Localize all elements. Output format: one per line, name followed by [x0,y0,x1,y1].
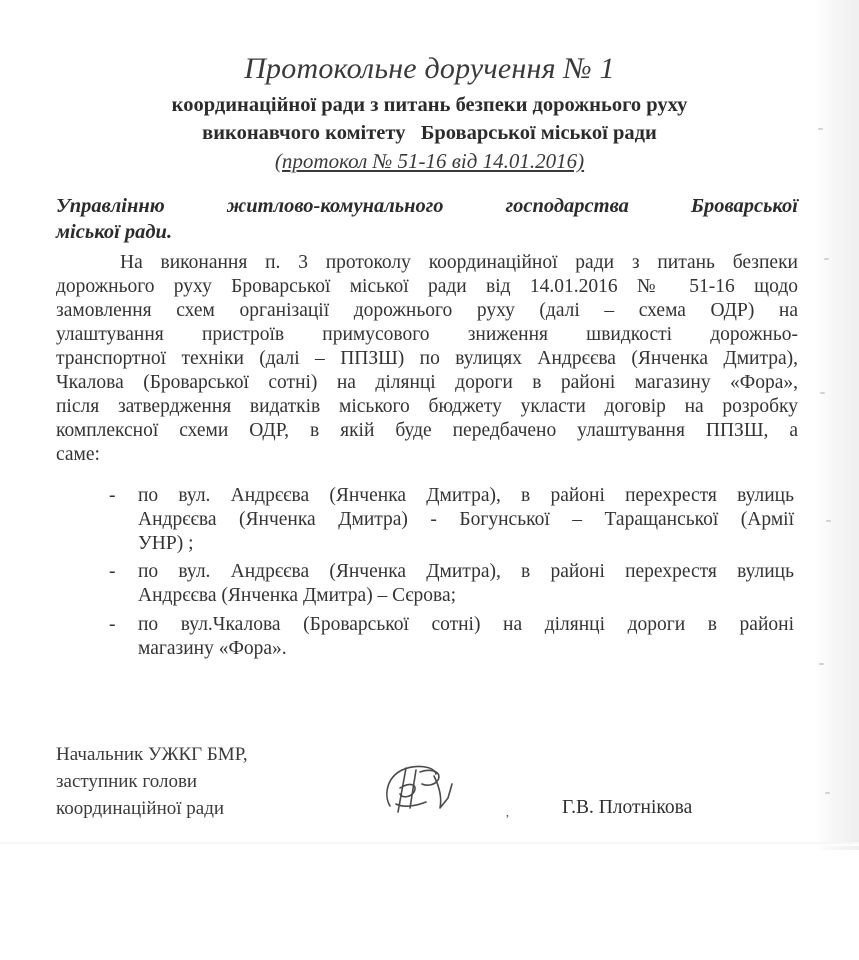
addressee-line1: Управлінню житлово-комунального господарства Броварської [56,195,798,217]
scan-speck [820,392,825,394]
body-line: улаштування пристроїв примусового зниження швидкості дорожньо- [56,324,798,345]
signature-mark: , [506,805,509,819]
document-subtitle-line1: координаційної ради з питань безпеки дорожнього руху [171,94,688,116]
signatory-position-line1: Начальник УЖКГ БМР, [56,744,248,765]
bullet-dash: - [109,561,116,582]
signatory-name: Г.В. Плотнікова [562,797,693,818]
body-line: комплексної схеми ОДР, в якій буде передбачено улаштування ППЗШ, а [56,420,798,441]
document-title: Протокольне доручення № 1 [244,52,615,85]
bullet-line: по вул. Андрєєва (Янченка Дмитра), в районі перехрестя вулиць [138,485,794,506]
body-line: замовлення схем організації дорожнього руху (далі – схема ОДР) на [56,300,798,321]
scan-speck [825,792,830,794]
protocol-reference: (протокол № 51-16 від 14.01.2016) [274,149,585,173]
scan-speck [819,663,824,665]
document-subtitle-line2: виконавчого комітету Броварської міської ради [202,122,657,144]
bullet-dash: - [109,614,116,635]
scan-speck [824,258,829,260]
bullet-dash: - [109,485,116,506]
body-line: транспортної техніки (далі – ППЗШ) по вулицях Андрєєва (Янченка Дмитра), [56,348,798,369]
handwritten-signature [376,758,472,818]
signatory-position-line3: координаційної ради [56,798,225,819]
scan-speck [826,520,831,522]
bullet-line: Андрєєва (Янченка Дмитра) – Сєрова; [138,585,457,606]
body-line: після затвердження видатків міського бюджету укласти договір на розробку [56,396,798,417]
body-line: На виконання п. 3 протоколу координаційної ради з питань безпеки [120,252,798,273]
signatory-position-line2: заступник голови [56,771,198,792]
bullet-line: УНР) ; [138,533,194,554]
bullet-line: по вул. Андрєєва (Янченка Дмитра), в районі перехрестя вулиць [138,561,794,582]
addressee-line2: міської ради. [56,221,173,243]
bullet-line: Андрєєва (Янченка Дмитра) - Богунської – Таращанської (Армії [138,509,794,530]
body-line: саме: [56,444,100,465]
body-line: дорожнього руху Броварської міської ради від 14.01.2016 № 51-16 щодо [56,276,798,297]
scan-bottom-edge [0,842,859,846]
bullet-line: магазину «Фора». [138,638,287,659]
body-line: Чкалова (Броварської сотні) на ділянці дороги в районі магазину «Фора», [56,372,798,393]
bullet-line: по вул.Чкалова (Броварської сотні) на ділянці дороги в районі [138,614,794,635]
